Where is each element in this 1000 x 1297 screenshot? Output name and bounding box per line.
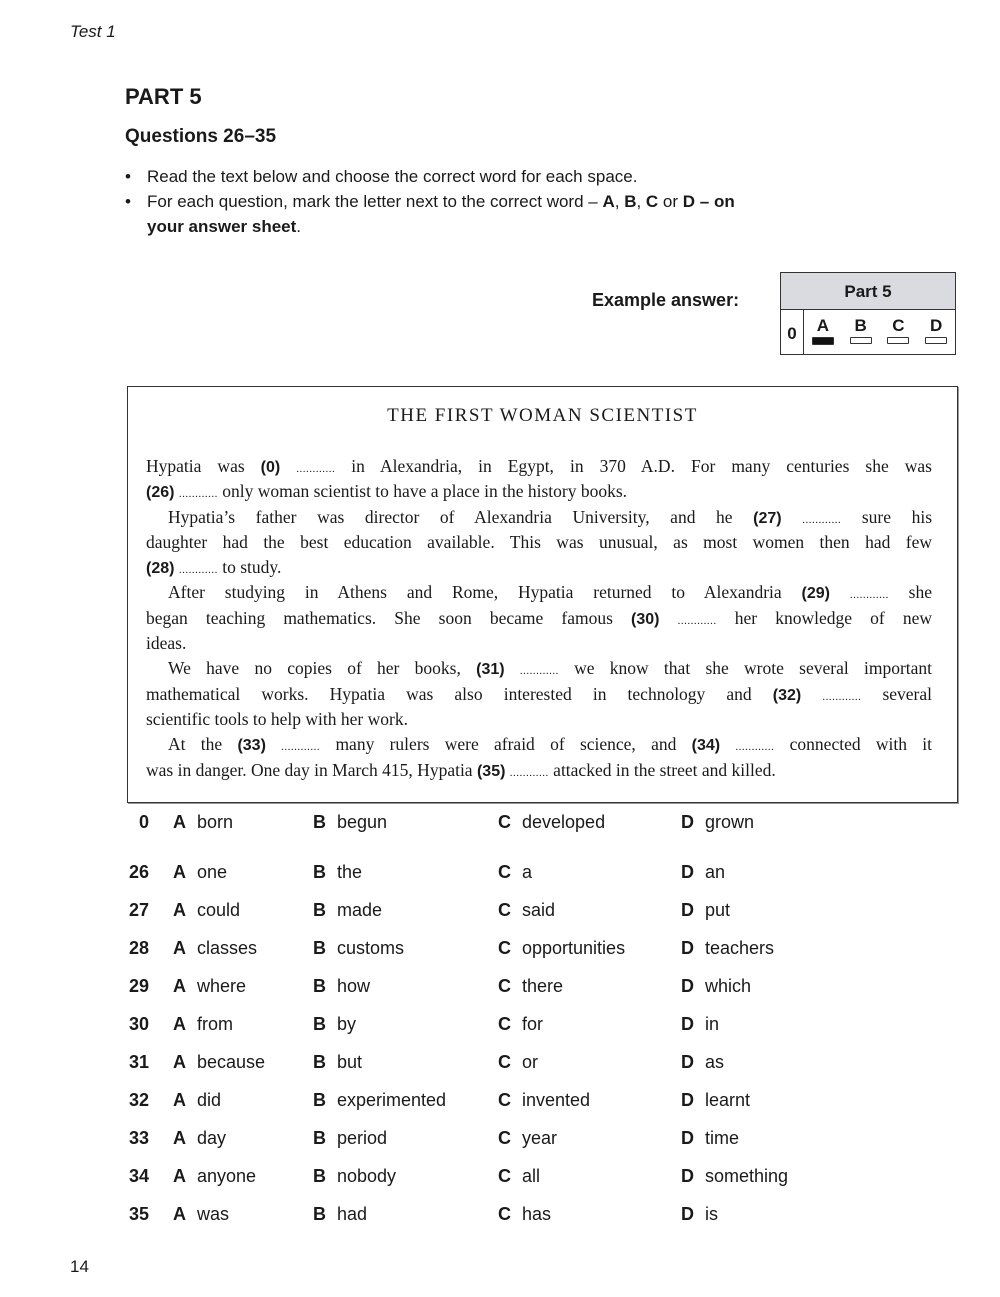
answer-gap: ............	[849, 589, 889, 602]
instruction-2	[125, 189, 865, 239]
passage-line	[146, 758, 932, 783]
answer-gap: ............	[296, 463, 336, 475]
gap-number: (26)	[146, 484, 175, 502]
option-letter: A	[173, 1052, 186, 1072]
option-choice[interactable]: put	[705, 900, 731, 920]
option-letter: C	[498, 1166, 511, 1186]
option-letter: D	[681, 812, 694, 832]
empty-mark	[850, 337, 872, 344]
example-option-d	[917, 310, 955, 354]
option-letter: D	[681, 900, 694, 920]
passage-line	[146, 732, 932, 757]
option-choice[interactable]: grown	[705, 812, 755, 832]
passage-text	[146, 454, 932, 783]
passage-segment: scientific tools to help with her work.	[146, 708, 408, 729]
example-option-b	[842, 310, 880, 354]
sep: ,	[614, 192, 625, 211]
option-letter: A	[816, 316, 830, 335]
sep: or	[658, 192, 683, 211]
gap-number: (35)	[476, 762, 506, 780]
option-letter: A	[173, 812, 186, 832]
passage-segment: sure his	[841, 506, 933, 527]
option-row	[125, 1050, 925, 1088]
passage-segment: her knowledge of new	[716, 607, 932, 628]
passage-title: THE FIRST WOMAN SCIENTIST	[387, 405, 698, 426]
option-choice[interactable]: period	[337, 1128, 388, 1148]
gap-number: (28)	[146, 560, 175, 578]
option-choice[interactable]: time	[705, 1128, 740, 1148]
option-choice[interactable]: which	[705, 976, 752, 996]
option-choice[interactable]: in	[705, 1014, 720, 1034]
option-choice[interactable]: but	[337, 1052, 363, 1072]
passage-line	[146, 479, 932, 504]
option-choice[interactable]: could	[197, 900, 241, 920]
option-letter: B	[313, 862, 326, 882]
question-number: 0	[138, 812, 149, 832]
option-choice[interactable]: learnt	[705, 1090, 751, 1110]
option-choice[interactable]: as	[705, 1052, 725, 1072]
option-letter: D	[681, 1090, 694, 1110]
option-letter: A	[173, 1128, 186, 1148]
passage-segment: several	[861, 683, 932, 704]
option-choice[interactable]: nobody	[337, 1166, 397, 1186]
passage-line	[146, 580, 932, 605]
passage-segment: we know that she wrote several important	[558, 658, 933, 679]
option-choice[interactable]: born	[197, 812, 234, 832]
option-letter: C	[498, 938, 511, 958]
option-row	[125, 1126, 925, 1164]
example-option-c	[880, 310, 918, 354]
instruction-text: For each question, mark the letter next to the correct word –	[147, 192, 603, 211]
passage-line	[146, 682, 932, 707]
option-letter: A	[173, 862, 186, 882]
option-letter: B	[854, 316, 867, 335]
option-choice[interactable]: anyone	[197, 1166, 257, 1186]
passage-segment: attacked in the street and killed.	[548, 759, 776, 780]
bullet-icon: •	[125, 192, 131, 211]
option-choice[interactable]: was	[197, 1204, 230, 1224]
gap-number: (34)	[691, 737, 721, 755]
option-letter: A	[173, 976, 186, 996]
answer-gap: ............	[822, 690, 862, 703]
passage-line	[146, 606, 932, 631]
empty-mark	[925, 337, 947, 344]
passage-segment: We have no copies of her books,	[168, 658, 477, 679]
option-choice[interactable]: for	[522, 1014, 544, 1034]
passage-segment: many rulers were afraid of science, and	[320, 734, 692, 755]
option-choice[interactable]: classes	[197, 938, 258, 958]
passage-segment: mathematical works. Hypatia was also interested in technology and	[146, 683, 773, 704]
passage-line	[146, 454, 932, 479]
letter-a: A	[602, 192, 615, 211]
option-choice[interactable]: one	[197, 862, 228, 882]
example-label: Example answer:	[592, 290, 740, 310]
option-choice[interactable]: year	[522, 1128, 558, 1148]
option-choice[interactable]: where	[197, 976, 247, 996]
example-answer-box	[780, 272, 956, 355]
option-row	[125, 810, 925, 860]
option-letter: C	[498, 1014, 511, 1034]
option-letter: B	[313, 1166, 326, 1186]
option-choice[interactable]: invented	[522, 1090, 591, 1110]
option-letter: C	[498, 1052, 511, 1072]
example-box-title: Part 5	[781, 273, 955, 310]
passage-line	[146, 530, 932, 555]
answer-gap: ............	[281, 741, 321, 754]
option-letter: D	[929, 316, 943, 335]
gap-number: (29)	[801, 585, 830, 603]
question-number: 29	[128, 976, 149, 996]
options-list	[125, 810, 925, 1240]
instruction-text: Read the text below and choose the correct word for each space.	[147, 167, 638, 186]
option-letter: A	[173, 1204, 186, 1224]
letter-d: D	[682, 192, 696, 211]
passage-segment: only woman scientist to have a place in the history books.	[217, 481, 628, 502]
option-letter: A	[173, 1014, 186, 1034]
passage-segment: connected with it	[774, 734, 932, 755]
option-letter: C	[498, 1204, 511, 1224]
option-choice[interactable]: or	[522, 1052, 539, 1072]
option-letter: C	[498, 1128, 511, 1148]
passage-line	[146, 656, 932, 681]
passage-segment: was in danger. One day in March 415, Hypatia	[146, 759, 477, 780]
option-letter: B	[313, 976, 326, 996]
option-letter: C	[498, 862, 511, 882]
option-choice[interactable]: opportunities	[522, 938, 626, 958]
option-row	[125, 1012, 925, 1050]
answer-gap: ............	[509, 766, 549, 779]
option-letter: D	[681, 1204, 694, 1224]
passage-segment: At the	[168, 734, 238, 755]
option-letter: C	[498, 1090, 511, 1110]
question-number: 32	[128, 1090, 149, 1110]
option-letter: B	[313, 938, 326, 958]
question-number: 35	[128, 1204, 149, 1224]
option-row	[125, 1164, 925, 1202]
option-letter: D	[681, 1166, 694, 1186]
passage-line	[146, 631, 932, 656]
option-letter: D	[681, 1014, 694, 1034]
sep: ,	[636, 192, 646, 211]
option-choice[interactable]: there	[522, 976, 564, 996]
gap-number: (32)	[772, 686, 802, 704]
option-choice[interactable]: from	[197, 1014, 233, 1034]
answer-gap: ............	[178, 488, 218, 501]
gap-number: (30)	[631, 610, 660, 628]
part-title: PART 5	[125, 84, 202, 109]
option-letter: B	[313, 900, 326, 920]
option-row	[125, 1088, 925, 1126]
passage-segment: daughter had the best education available. This was unusual, as most women then had few	[146, 531, 932, 552]
option-choice[interactable]: is	[705, 1204, 718, 1224]
question-number: 27	[128, 900, 149, 920]
option-choice[interactable]: begun	[337, 812, 388, 832]
option-choice[interactable]: by	[337, 1014, 357, 1034]
questions-title: Questions 26–35	[125, 126, 277, 147]
question-number: 31	[128, 1052, 149, 1072]
option-choice[interactable]: made	[337, 900, 383, 920]
option-letter: C	[498, 976, 511, 996]
option-letter: C	[498, 812, 511, 832]
option-choice[interactable]: has	[522, 1204, 552, 1224]
gap-number: (33)	[237, 737, 266, 755]
option-letter: D	[681, 976, 694, 996]
option-letter: C	[892, 316, 905, 335]
filled-mark	[812, 337, 834, 345]
answer-gap: ............	[735, 741, 775, 754]
option-letter: D	[681, 862, 694, 882]
option-choice[interactable]: something	[705, 1166, 789, 1186]
option-row	[125, 936, 925, 974]
answer-gap: ............	[802, 513, 842, 526]
instruction-bold: – on	[695, 192, 735, 211]
option-row	[125, 974, 925, 1012]
question-number: 30	[128, 1014, 149, 1034]
passage-box	[127, 386, 958, 803]
option-letter: B	[313, 1014, 326, 1034]
option-letter: A	[173, 900, 186, 920]
option-row	[125, 1202, 925, 1240]
option-choice[interactable]: because	[197, 1052, 266, 1072]
option-letter: A	[173, 1090, 186, 1110]
option-letter: A	[173, 938, 186, 958]
passage-line	[146, 555, 932, 580]
option-row	[125, 860, 925, 898]
instruction-bold: your answer sheet	[147, 217, 297, 236]
question-number: 33	[128, 1128, 149, 1148]
passage-segment: Hypatia’s father was director of Alexandria University, and he	[168, 506, 754, 527]
option-choice[interactable]: all	[522, 1166, 541, 1186]
bullet-icon: •	[125, 167, 131, 186]
question-number: 26	[128, 862, 149, 882]
option-choice[interactable]: a	[522, 862, 533, 882]
passage-line	[146, 707, 932, 732]
letter-b: B	[624, 192, 637, 211]
sep: .	[296, 217, 302, 236]
answer-gap: ............	[677, 614, 717, 627]
option-choice[interactable]: said	[522, 900, 556, 920]
answer-gap: ............	[178, 564, 218, 577]
option-row	[125, 898, 925, 936]
passage-segment: to study.	[217, 557, 282, 578]
option-letter: D	[681, 938, 694, 958]
option-choice[interactable]: customs	[337, 938, 405, 958]
option-letter: D	[681, 1128, 694, 1148]
gap-number: (27)	[753, 509, 782, 527]
page-number: 14	[70, 1257, 89, 1276]
passage-segment: she	[888, 582, 933, 603]
answer-gap: ............	[519, 665, 559, 678]
option-letter: A	[173, 1166, 186, 1186]
option-letter: B	[313, 1090, 326, 1110]
instruction-1	[125, 164, 865, 189]
option-letter: C	[498, 900, 511, 920]
option-letter: B	[313, 1052, 326, 1072]
option-choice[interactable]: the	[337, 862, 363, 882]
letter-c: C	[645, 192, 659, 211]
gap-number: (31)	[476, 661, 505, 679]
passage-segment: in Alexandria, in Egypt, in 370 A.D. For many centuries she was	[335, 456, 932, 476]
passage-segment: After studying in Athens and Rome, Hypatia returned to Alexandria	[168, 582, 802, 603]
gap-number: (0)	[260, 459, 281, 476]
option-choice[interactable]: teachers	[705, 938, 775, 958]
option-choice[interactable]: experimented	[337, 1090, 447, 1110]
option-choice[interactable]: had	[337, 1204, 368, 1224]
option-choice[interactable]: developed	[522, 812, 606, 832]
option-choice[interactable]: day	[197, 1128, 227, 1148]
passage-segment: ideas.	[146, 633, 187, 654]
example-number: 0	[781, 310, 804, 354]
option-choice[interactable]: how	[337, 976, 371, 996]
empty-mark	[887, 337, 909, 344]
question-number: 28	[128, 938, 149, 958]
passage-line	[146, 505, 932, 530]
question-number: 34	[128, 1166, 149, 1186]
example-option-a	[804, 310, 842, 354]
option-letter: B	[313, 812, 326, 832]
passage-segment: Hypatia was	[146, 456, 261, 476]
option-letter: D	[681, 1052, 694, 1072]
option-choice[interactable]: an	[705, 862, 726, 882]
option-letter: B	[313, 1204, 326, 1224]
test-label: Test 1	[70, 22, 116, 41]
option-letter: B	[313, 1128, 326, 1148]
option-choice[interactable]: did	[197, 1090, 222, 1110]
passage-segment: began teaching mathematics. She soon became famous	[146, 607, 632, 628]
